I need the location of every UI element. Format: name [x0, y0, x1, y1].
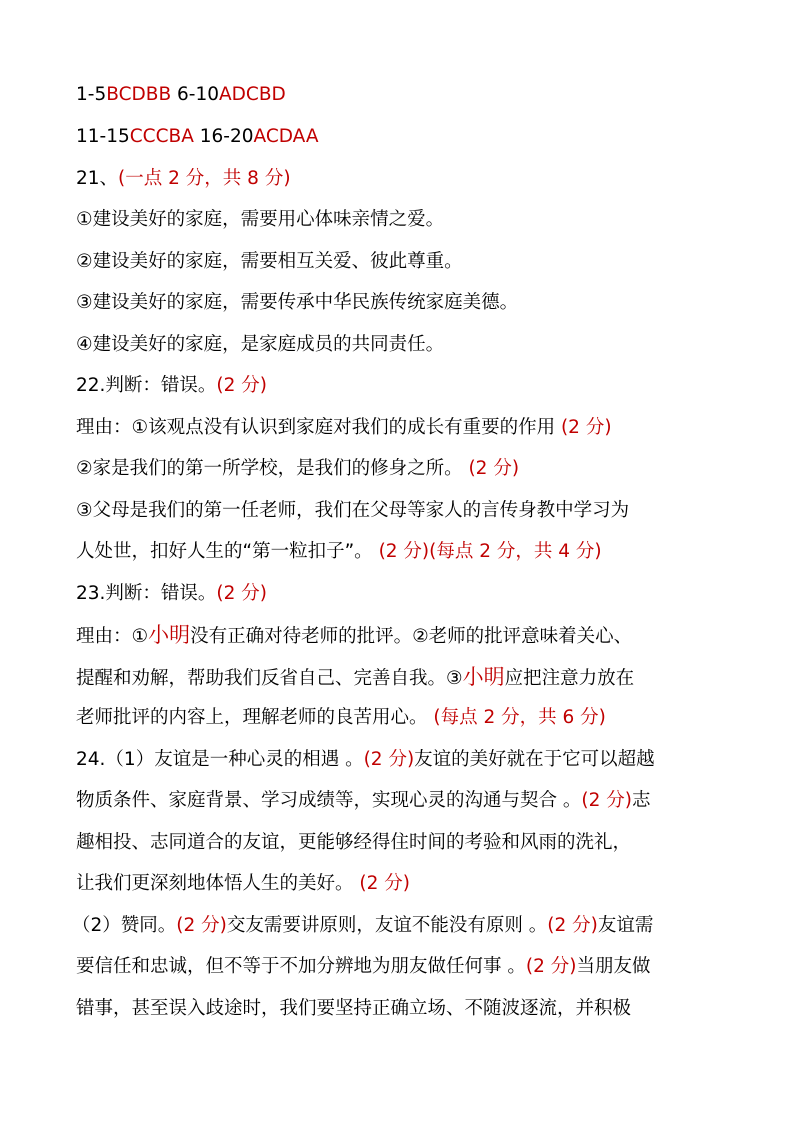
score-annotation: (2 分): [547, 915, 598, 936]
score-annotation: (2 分): [216, 583, 268, 604]
answer-text: 22.判断：错误。: [76, 375, 217, 396]
answer-text: 21、: [76, 168, 119, 189]
answer-text: 理由：①: [76, 626, 149, 647]
answer-text: 1-5: [76, 84, 107, 105]
q24-part2-line-2: [76, 955, 651, 979]
answer-text: 物质条件、家庭背景、学习成绩等，实现心灵的沟通与契合 。: [76, 790, 582, 811]
q22-reason-1: [76, 416, 612, 440]
score-annotation: (2 分): [468, 458, 520, 479]
q21-point-2: [76, 250, 463, 274]
answer-text: 友谊需: [597, 915, 654, 936]
answer-text: ③建设美好的家庭，需要传承中华民族传统家庭美德。: [76, 292, 519, 313]
answer-text: 友谊的美好就在于它可以超越: [414, 749, 655, 770]
answer-text: 16-20: [193, 126, 254, 147]
answer-text: ④建设美好的家庭，是家庭成员的共同责任。: [76, 334, 445, 355]
answer-text: 提醒和劝解，帮助我们反省自己、完善自我。③: [76, 668, 463, 689]
q22-judgement: [76, 374, 267, 398]
answer-text: 让我们更深刻地体悟人生的美好。: [76, 873, 360, 894]
q23-reason-line-1: [76, 623, 632, 649]
score-annotation: 小明: [462, 665, 505, 689]
answer-text: ②建设美好的家庭，需要相互关爱、彼此尊重。: [76, 251, 463, 272]
q24-part1-line-3: [76, 831, 631, 855]
score-annotation: (2 分): [525, 956, 577, 977]
answer-text: 趣相投、志同道合的友谊，更能够经得住时间的考验和风雨的洗礼，: [76, 832, 632, 853]
score-annotation: ACDAA: [253, 126, 319, 147]
answers-11-20: [76, 125, 319, 149]
score-annotation: (2 分): [581, 790, 632, 811]
score-annotation: ADCBD: [219, 84, 286, 105]
q24-part1-line-1: [76, 748, 655, 772]
answer-text: 志: [631, 790, 651, 811]
q24-part2-line-3: [76, 997, 631, 1021]
score-annotation: (2 分): [216, 375, 268, 396]
answer-text: （2）赞同。: [72, 915, 177, 936]
answers-1-10: [76, 83, 286, 107]
q23-reason-line-3: [76, 706, 606, 730]
q23-judgement: [76, 582, 267, 606]
answer-text: 应把注意力放在: [504, 668, 635, 689]
q22-reason-3: [76, 499, 629, 523]
q22-reason-3-cont: [76, 540, 602, 564]
q21-point-1: [76, 208, 444, 232]
q23-reason-line-2: [76, 665, 634, 691]
answer-text: 要信任和忠诚，但不等于不加分辨地为朋友做任何事 。: [76, 956, 526, 977]
answer-text: ②家是我们的第一所学校，是我们的修身之所。: [76, 458, 469, 479]
score-annotation: (2 分): [359, 873, 410, 894]
score-annotation: (2 分): [560, 417, 612, 438]
q22-reason-2: [76, 457, 519, 481]
answer-text: 6-10: [171, 84, 220, 105]
answer-text: 当朋友做: [576, 956, 651, 977]
answer-text: 交友需要讲原则，友谊不能没有原则 。: [226, 915, 548, 936]
score-annotation: (2 分)(每点 2 分，共 4 分): [378, 541, 602, 562]
q24-part2-line-1: [72, 914, 653, 938]
score-annotation: BCDBB: [106, 84, 172, 105]
score-annotation: 小明: [148, 623, 191, 647]
score-annotation: (每点 2 分，共 6 分): [433, 707, 606, 728]
q21-header: [76, 167, 291, 191]
answer-text: 11-15: [76, 126, 130, 147]
answer-text: ③父母是我们的第一任老师，我们在父母等家人的言传身教中学习为: [76, 500, 630, 521]
score-annotation: (2 分): [363, 749, 415, 770]
score-annotation: CCCBA: [129, 126, 194, 147]
answer-text: 理由：①该观点没有认识到家庭对我们的成长有重要的作用: [76, 417, 561, 438]
answer-text: 老师批评的内容上，理解老师的良苦用心。: [76, 707, 434, 728]
score-annotation: (2 分): [176, 915, 227, 936]
answer-text: 24.（1）友谊是一种心灵的相遇 。: [76, 749, 364, 770]
q24-part1-line-2: [76, 789, 651, 813]
q21-point-4: [76, 333, 444, 357]
answer-text: 没有正确对待老师的批评。②老师的批评意味着关心、: [190, 626, 633, 647]
q24-part1-line-4: [76, 872, 410, 896]
q21-point-3: [76, 291, 518, 315]
answer-text: 错事，甚至误入歧途时，我们要坚持正确立场、不随波逐流，并积极: [76, 998, 632, 1019]
answer-text: 人处世，扣好人生的“第一粒扣子”。: [76, 541, 379, 562]
score-annotation: (一点 2 分，共 8 分): [118, 168, 291, 189]
answer-text: ①建设美好的家庭，需要用心体味亲情之爱。: [76, 209, 445, 230]
answer-text: 23.判断：错误。: [76, 583, 217, 604]
